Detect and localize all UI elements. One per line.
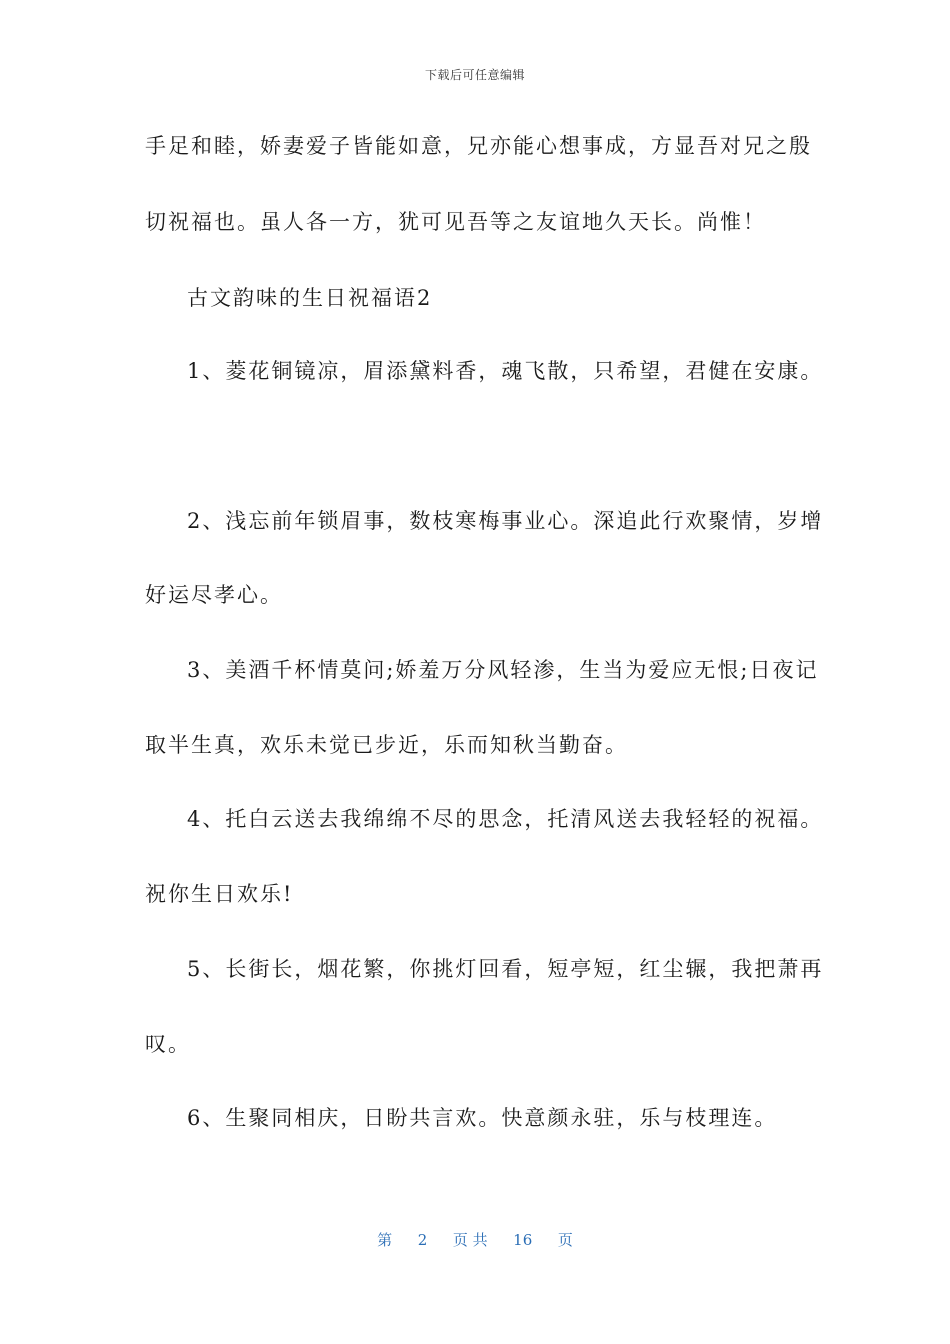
paragraph-line: 6、生聚同相庆，日盼共言欢。快意颜永驻，乐与枝理连。 — [187, 1106, 778, 1130]
section-heading: 古文韵味的生日祝福语2 — [187, 286, 433, 310]
paragraph-line: 5、长街长，烟花繁，你挑灯回看，短亭短，红尘辗，我把萧再 — [187, 957, 824, 981]
footer-total-pages: 16 — [513, 1231, 533, 1249]
page-footer — [0, 1229, 950, 1250]
paragraph-line: 手足和睦，娇妻爱子皆能如意，兄亦能心想事成，方显吾对兄之殷 — [145, 134, 812, 158]
footer-page-number: 2 — [417, 1231, 428, 1249]
paragraph-line: 1、菱花铜镜凉，眉添黛料香，魂飞散，只希望，君健在安康。 — [187, 359, 824, 383]
footer-suffix: 页 — [557, 1231, 573, 1249]
footer-middle: 页 共 — [452, 1231, 488, 1249]
paragraph-line: 好运尽孝心。 — [145, 583, 283, 607]
footer-prefix: 第 — [377, 1231, 393, 1249]
paragraph-line: 3、美酒千杯情莫问;娇羞万分风轻渗，生当为爱应无恨;日夜记 — [187, 658, 819, 682]
paragraph-line: 叹。 — [145, 1032, 191, 1056]
paragraph-line: 取半生真，欢乐未觉已步近，乐而知秋当勤奋。 — [145, 733, 628, 757]
paragraph-line: 2、浅忘前年锁眉事，数枝寒梅事业心。深追此行欢聚情，岁增 — [187, 509, 824, 533]
paragraph-line: 4、托白云送去我绵绵不尽的思念，托清风送去我轻轻的祝福。 — [187, 807, 824, 831]
page-header: 下载后可任意编辑 — [424, 68, 525, 82]
paragraph-line: 切祝福也。虽人各一方，犹可见吾等之友谊地久天长。尚惟！ — [145, 210, 766, 234]
paragraph-line: 祝你生日欢乐! — [145, 882, 294, 906]
